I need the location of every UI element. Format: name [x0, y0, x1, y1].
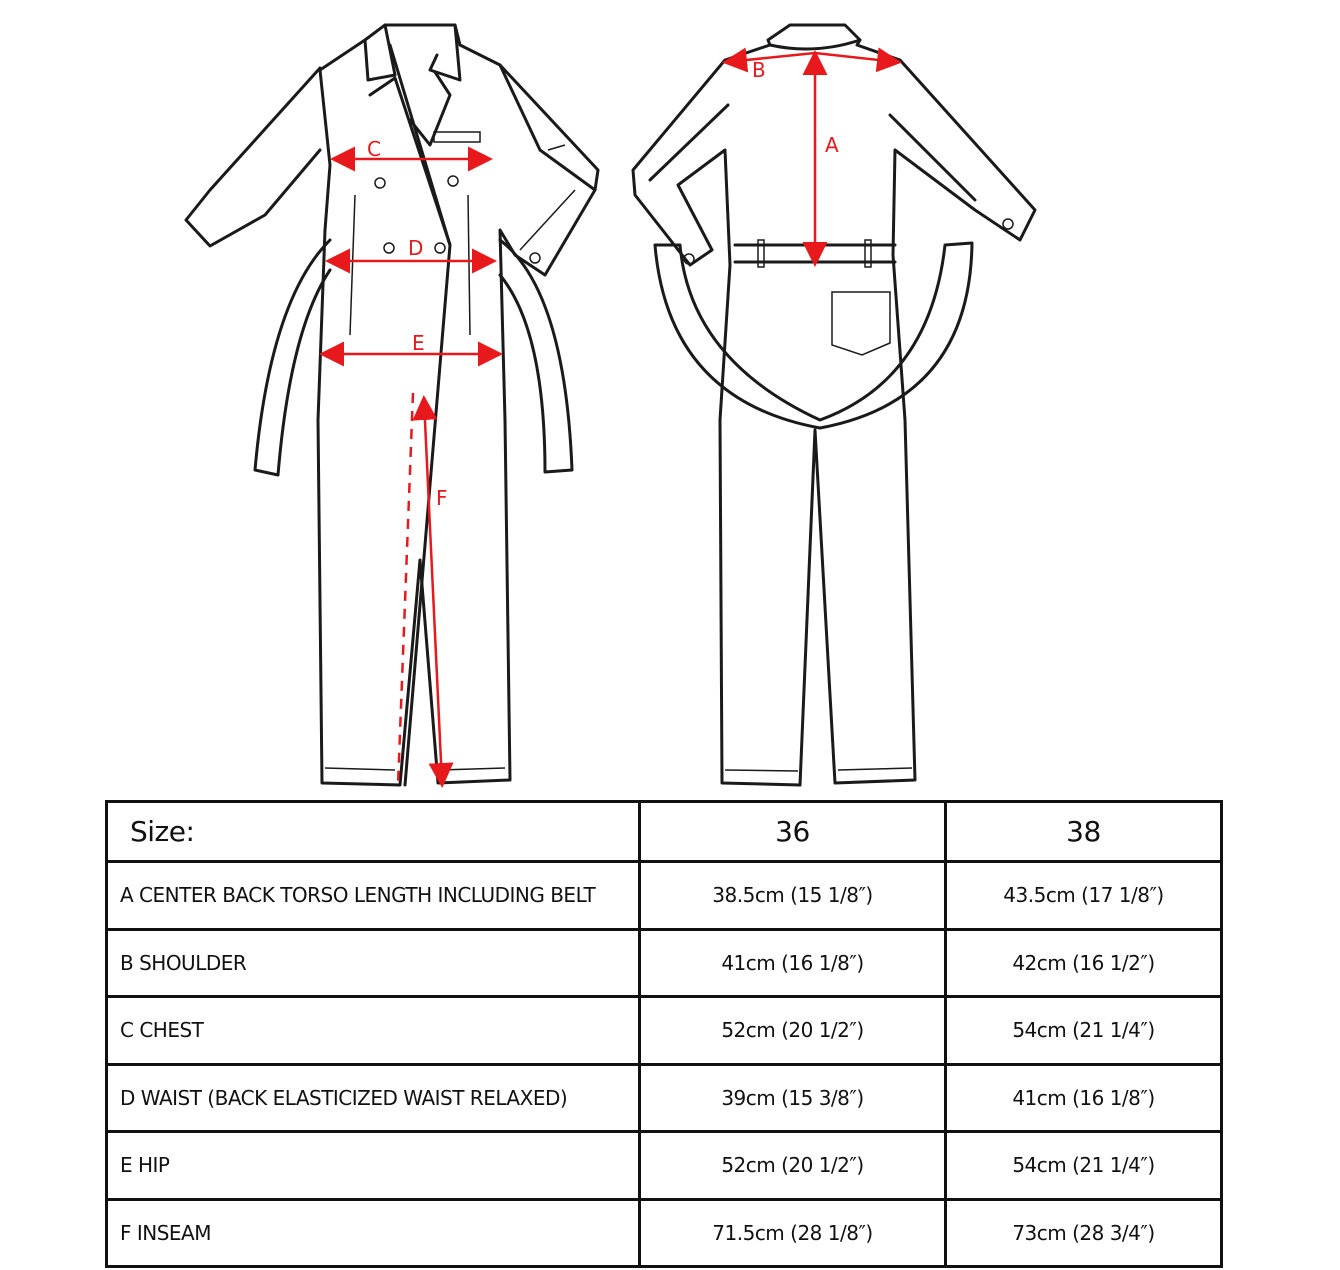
size-header-label: Size:: [107, 802, 640, 862]
size-36-value: 39cm (15 3/8″): [640, 1064, 946, 1132]
measurement-b: [727, 53, 897, 82]
size-38-value: 43.5cm (17 1/8″): [946, 862, 1222, 930]
measurement-label: E HIP: [107, 1132, 640, 1200]
measure-label-d: D: [408, 236, 424, 260]
size-38-value: 54cm (21 1/4″): [946, 1132, 1222, 1200]
table-row: [107, 862, 1222, 930]
size-36-value: 71.5cm (28 1/8″): [640, 1199, 946, 1267]
table-row: [107, 1199, 1222, 1267]
size-36-value: 41cm (16 1/8″): [640, 929, 946, 997]
measure-label-a: A: [825, 133, 839, 157]
front-view-sketch: [186, 25, 598, 785]
measurement-label: A CENTER BACK TORSO LENGTH INCLUDING BELT: [107, 862, 640, 930]
measurement-label: D WAIST (BACK ELASTICIZED WAIST RELAXED): [107, 1064, 640, 1132]
size-36-header: 36: [640, 802, 946, 862]
measure-label-e: E: [412, 331, 425, 355]
size-36-value: 38.5cm (15 1/8″): [640, 862, 946, 930]
table-row: [107, 1064, 1222, 1132]
measurement-label: C CHEST: [107, 997, 640, 1065]
size-38-header: 38: [946, 802, 1222, 862]
measurement-a: [815, 55, 839, 262]
size-36-value: 52cm (20 1/2″): [640, 997, 946, 1065]
table-header-row: [107, 802, 1222, 862]
size-38-value: 73cm (28 3/4″): [946, 1199, 1222, 1267]
table-row: [107, 1132, 1222, 1200]
size-chart-table: [105, 800, 1223, 1268]
measure-label-c: C: [367, 137, 381, 161]
measurement-label: F INSEAM: [107, 1199, 640, 1267]
measurement-label: B SHOULDER: [107, 929, 640, 997]
measure-label-f: F: [436, 486, 448, 510]
measurement-d: [330, 236, 492, 261]
size-38-value: 41cm (16 1/8″): [946, 1064, 1222, 1132]
size-36-value: 52cm (20 1/2″): [640, 1132, 946, 1200]
table-row: [107, 997, 1222, 1065]
size-38-value: 42cm (16 1/2″): [946, 929, 1222, 997]
table-row: [107, 929, 1222, 997]
measurement-c: [335, 137, 488, 161]
size-38-value: 54cm (21 1/4″): [946, 997, 1222, 1065]
measure-label-b: B: [752, 58, 766, 82]
